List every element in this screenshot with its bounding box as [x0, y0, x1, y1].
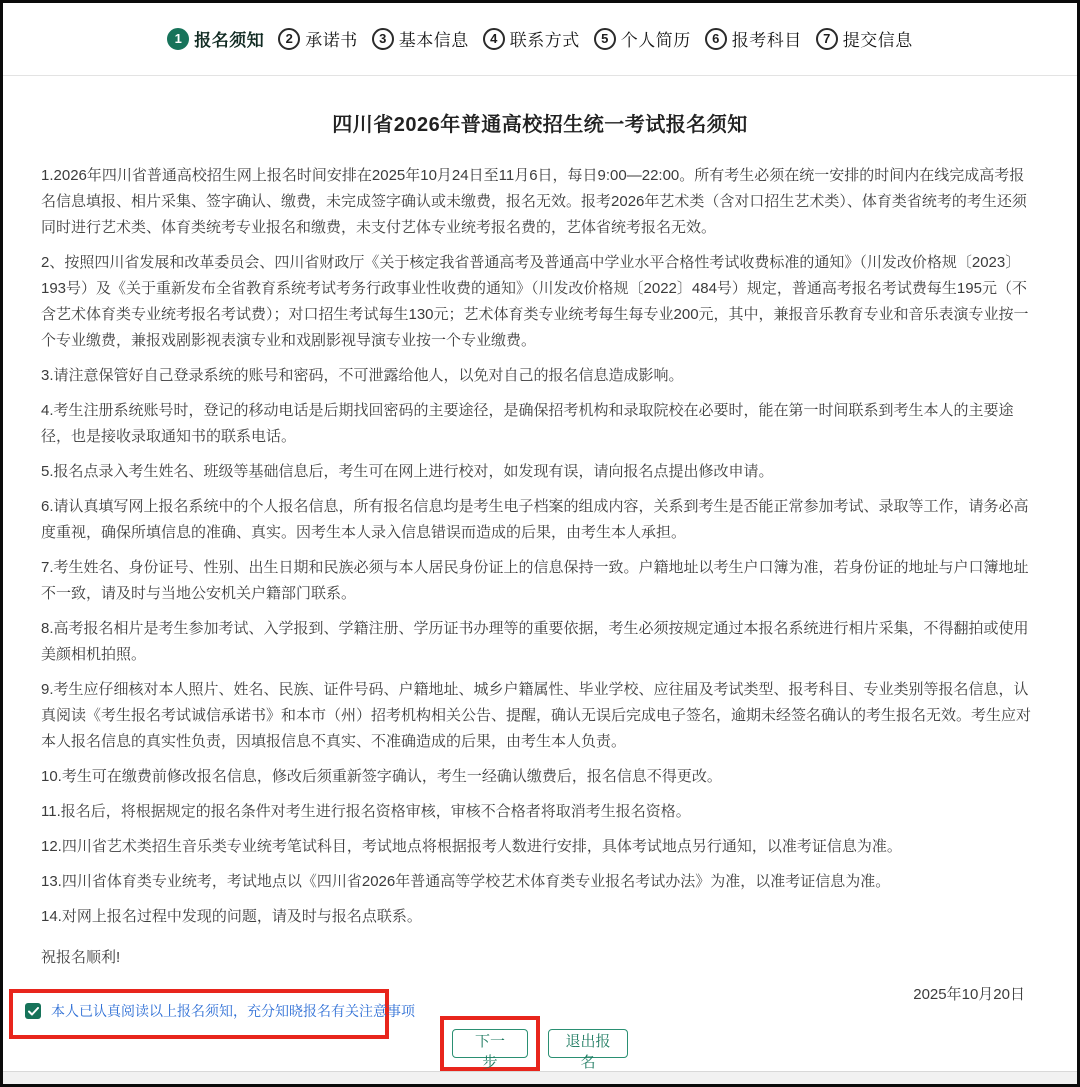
step-label: 提交信息 [842, 31, 913, 50]
notice-paragraph-12: 12.四川省艺术类招生音乐类专业统考笔试科目，考试地点将根据报考人数进行安排，具体考试地点另行通知，以准考证信息为准。 [41, 838, 902, 855]
bottom-scrollbar-strip[interactable] [3, 1071, 1077, 1084]
step-label: 报考科目 [731, 31, 802, 50]
notice-paragraph-3: 3.请注意保管好自己登录系统的账号和密码，不可泄露给他人，以免对自己的报名信息造成影响。 [41, 367, 684, 384]
notice-paragraph-9: 9.考生应仔细核对本人照片、姓名、民族、证件号码、户籍地址、城乡户籍属性、毕业学校、应往届及考试类型、报考科目、专业类别等报名信息，认真阅读《考生报名考试诚信承诺书》和本市（州）招考机构相关公告、提醒，确认无误后完成电子签名，逾期未经签名确认的考生报名无效。考生应对本人报名信息的真实性负责，因填报信息不真实、不准确造成的后果，由考生本人负责。 [41, 681, 1032, 750]
next-button[interactable]: 下一步 [452, 1029, 528, 1058]
notice-paragraph-11: 11.报名后，将根据规定的报名条件对考生进行报名资格审核，审核不合格者将取消考生报名资格。 [41, 803, 691, 820]
step-number-badge: 5 [594, 28, 616, 50]
stepper [3, 3, 1077, 53]
notice-paragraph-7: 7.考生姓名、身份证号、性别、出生日期和民族必须与本人居民身份证上的信息保持一致。户籍地址以考生户口簿为准，若身份证的地址与户口簿地址不一致，请及时与当地公安机关户籍部门联系。 [41, 559, 1029, 602]
closing-wish: 祝报名顺利! [41, 949, 121, 966]
exit-registration-button[interactable]: 退出报名 [548, 1029, 628, 1058]
step-number-badge: 3 [372, 28, 394, 50]
agree-checkbox[interactable] [25, 1003, 41, 1019]
stepper-step-1[interactable] [167, 26, 264, 51]
notice-paragraph-5: 5.报名点录入考生姓名、班级等基础信息后，考生可在网上进行校对，如发现有误，请向报名点提出修改申请。 [41, 463, 774, 480]
stepper-step-4[interactable] [483, 26, 580, 51]
notice-paragraph-10: 10.考生可在缴费前修改报名信息，修改后须重新签字确认，考生一经确认缴费后，报名信息不得更改。 [41, 768, 722, 785]
agree-annotation-box [9, 989, 415, 1039]
step-label: 承诺书 [305, 31, 358, 50]
agree-checkbox-row[interactable] [13, 993, 415, 1021]
step-number-badge: 2 [278, 28, 300, 50]
notice-paragraph-4: 4.考生注册系统账号时，登记的移动电话是后期找回密码的主要途径，是确保招考机构和录取院校在必要时，能在第一时间联系到考生本人的主要途径，也是接收录取通知书的联系电话。 [41, 402, 1014, 445]
notice-date: 2025年10月20日 [913, 986, 1025, 1003]
checkmark-icon [28, 1007, 39, 1016]
step-number-badge: 1 [167, 28, 189, 50]
step-number-badge: 7 [816, 28, 838, 50]
notice-paragraph-2: 2、按照四川省发展和改革委员会、四川省财政厅《关于核定我省普通高考及普通高中学业水平合格性考试收费标准的通知》（川发改价格规〔2023〕193号）及《关于重新发布全省教育系统考试考务行政事业性收费的通知》（川发改价格规〔2022〕484号）规定，普通高考报名考试费每生195元（不含艺术体育类专业统考报名考试费）；对口招生考试每生130元；艺术体育类专业统考每生每专业200元，其中，兼报音乐教育专业和音乐表演专业按一个专业缴费，兼报戏剧影视表演专业和戏剧影视导演专业按一个专业缴费。 [41, 254, 1029, 349]
notice-paragraph-14: 14.对网上报名过程中发现的问题，请及时与报名点联系。 [41, 908, 422, 925]
step-number-badge: 4 [483, 28, 505, 50]
stepper-step-7[interactable] [816, 26, 913, 51]
stepper-step-3[interactable] [372, 26, 469, 51]
step-label: 基本信息 [398, 31, 469, 50]
notice-paragraphs [41, 163, 1039, 930]
step-label: 联系方式 [509, 31, 580, 50]
step-label: 报名须知 [194, 31, 265, 50]
notice-paragraph-6: 6.请认真填写网上报名系统中的个人报名信息，所有报名信息均是考生电子档案的组成内容，关系到考生是否能正常参加考试、录取等工作，请务必高度重视，确保所填信息的准确、真实。因考生本人录入信息错误而造成的后果，由考生本人承担。 [41, 498, 1029, 541]
notice-paragraph-13: 13.四川省体育类专业统考，考试地点以《四川省2026年普通高等学校艺术体育类专业报名考试办法》为准，以准考证信息为准。 [41, 873, 891, 890]
notice-paragraph-1: 1.2026年四川省普通高校招生网上报名时间安排在2025年10月24日至11月6日，每日9:00—22:00。所有考生必须在统一安排的时间内在线完成高考报名信息填报、相片采集、签字确认、缴费，未完成签字确认或未缴费，报名无效。报考2026年艺术类（含对口招生艺术类）、体育类省统考的考生还须同时进行艺术类、体育类统考专业报名和缴费，未支付艺体专业统考报名费的，艺体省统考报名无效。 [41, 167, 1027, 236]
notice-document [3, 76, 1077, 1004]
stepper-step-5[interactable] [594, 26, 691, 51]
step-label: 个人简历 [620, 31, 691, 50]
page-title: 四川省2026年普通高校招生统一考试报名须知 [332, 114, 748, 136]
stepper-step-6[interactable] [705, 26, 802, 51]
agree-label: 本人已认真阅读以上报名须知，充分知晓报名有关注意事项 [51, 1003, 415, 1019]
notice-paragraph-8: 8.高考报名相片是考生参加考试、入学报到、学籍注册、学历证书办理等的重要依据，考生必须按规定通过本报名系统进行相片采集，不得翻拍或使用美颜相机拍照。 [41, 620, 1029, 663]
step-number-badge: 6 [705, 28, 727, 50]
stepper-step-2[interactable] [278, 26, 358, 51]
